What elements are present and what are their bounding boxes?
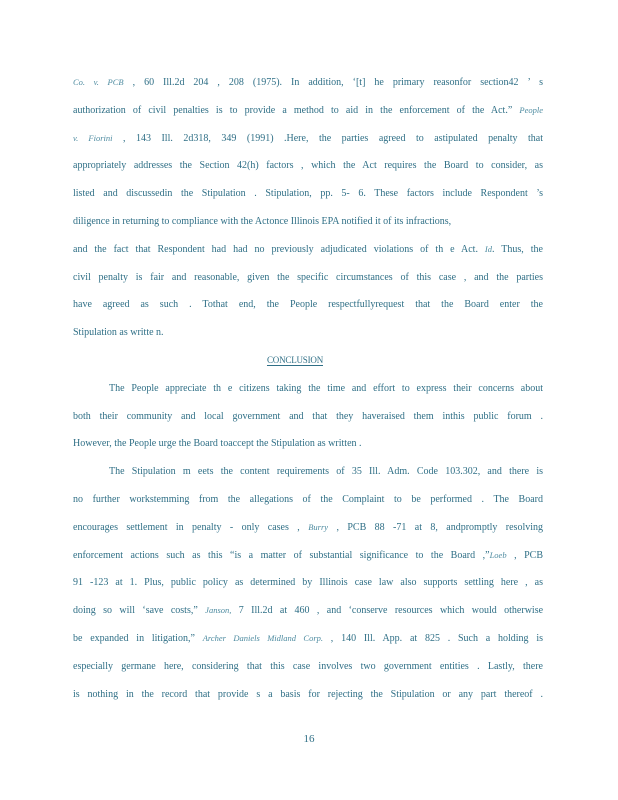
p1-line-6: diligence in returning to compliance with the Actonce Illinois EPA notified it of its infractions, — [73, 215, 452, 227]
p1-line-3: v. Fiorini , 143 Ill. 2d318, 349 (1991) .Here, the parties agreed to astipulated penalty that — [73, 132, 543, 144]
case-citation: v. Fiorini — [73, 132, 113, 143]
p3-line-2: no further workstemming from the allegations of the Complaint to be performed . The Board — [73, 493, 543, 505]
case-citation: Archer Daniels Midland Corp. — [202, 632, 324, 643]
p1-line-5: listed and discussedin the Stipulation . Stipulation, pp. 5- 6. These factors include Respondent ’s — [73, 188, 543, 200]
body-text — [73, 69, 543, 708]
p2-line-1: The People appreciate th e citizens taking the time and effort to express their concerns about — [109, 382, 543, 394]
p3-line-5: 91 -123 at 1. Plus, public policy as determined by Illinois case law also supports settling here , as — [73, 577, 543, 589]
p1-line-9: have agreed as such . Tothat end, the People respectfullyrequest that the Board enter the — [73, 299, 543, 311]
p2-line-2: both their community and local government and that they haveraised them inthis public forum . — [73, 410, 543, 422]
p3-line-9: is nothing in the record that provide s a basis for rejecting the Stipulation or any part thereof . — [73, 688, 543, 700]
page-number: 16 — [303, 733, 315, 745]
p1-line-8: civil penalty is fair and reasonable, given the specific circumstances of this case , and the parties — [73, 271, 543, 283]
p1-line-4: appropriately addresses the Section 42(h) factors , which the Act requires the Board to consider, as — [73, 160, 543, 172]
case-citation: People — [519, 104, 544, 115]
p3-line-3: encourages settlement in penalty - only cases , Burry , PCB 88 -71 at 8, andpromptly resolving — [73, 521, 544, 533]
p3-line-7: be expanded in litigation,” Archer Daniels Midland Corp. , 140 Ill. App. at 825 . Such a holding is — [73, 632, 543, 644]
p3-line-1: The Stipulation m eets the content requirements of 35 Ill. Adm. Code 103.302, and there is — [109, 466, 543, 478]
p2-line-3: However, the People urge the Board toaccept the Stipulation as written . — [73, 438, 362, 450]
p1-line-7: and the fact that Respondent had had no previously adjudicated violations of th e Act. Id. Thus, the — [73, 243, 543, 255]
p3-line-8: especially germane here, considering that this case involves two government entities . Lastly, there — [73, 660, 543, 672]
case-citation: Id — [484, 243, 493, 254]
case-citation: Co. v. PCB — [73, 77, 124, 87]
p1-line-2: authorization of civil penalties is to provide a method to aid in the enforcement of the Act.” People — [73, 104, 544, 116]
case-citation: Burry — [308, 521, 329, 532]
case-citation: Janson, — [205, 605, 232, 616]
case-citation: Loeb — [489, 549, 507, 560]
p3-line-4: enforcement actions such as this “is a matter of substantial significance to the Board ,”Loeb , PCB — [73, 549, 544, 561]
p3-line-6: doing so will ‘save costs,” Janson, 7 Ill.2d at 460 , and ‘conserve resources which would otherwise — [73, 605, 544, 617]
p1-line-1: Co. v. PCB , 60 Ill.2d 204 , 208 (1975). In addition, ‘[t] he primary reasonfor section42 ’ s — [73, 77, 543, 88]
p1-line-10: Stipulation as writte n. — [73, 327, 164, 339]
conclusion-heading: CONCLUSION — [266, 354, 323, 365]
